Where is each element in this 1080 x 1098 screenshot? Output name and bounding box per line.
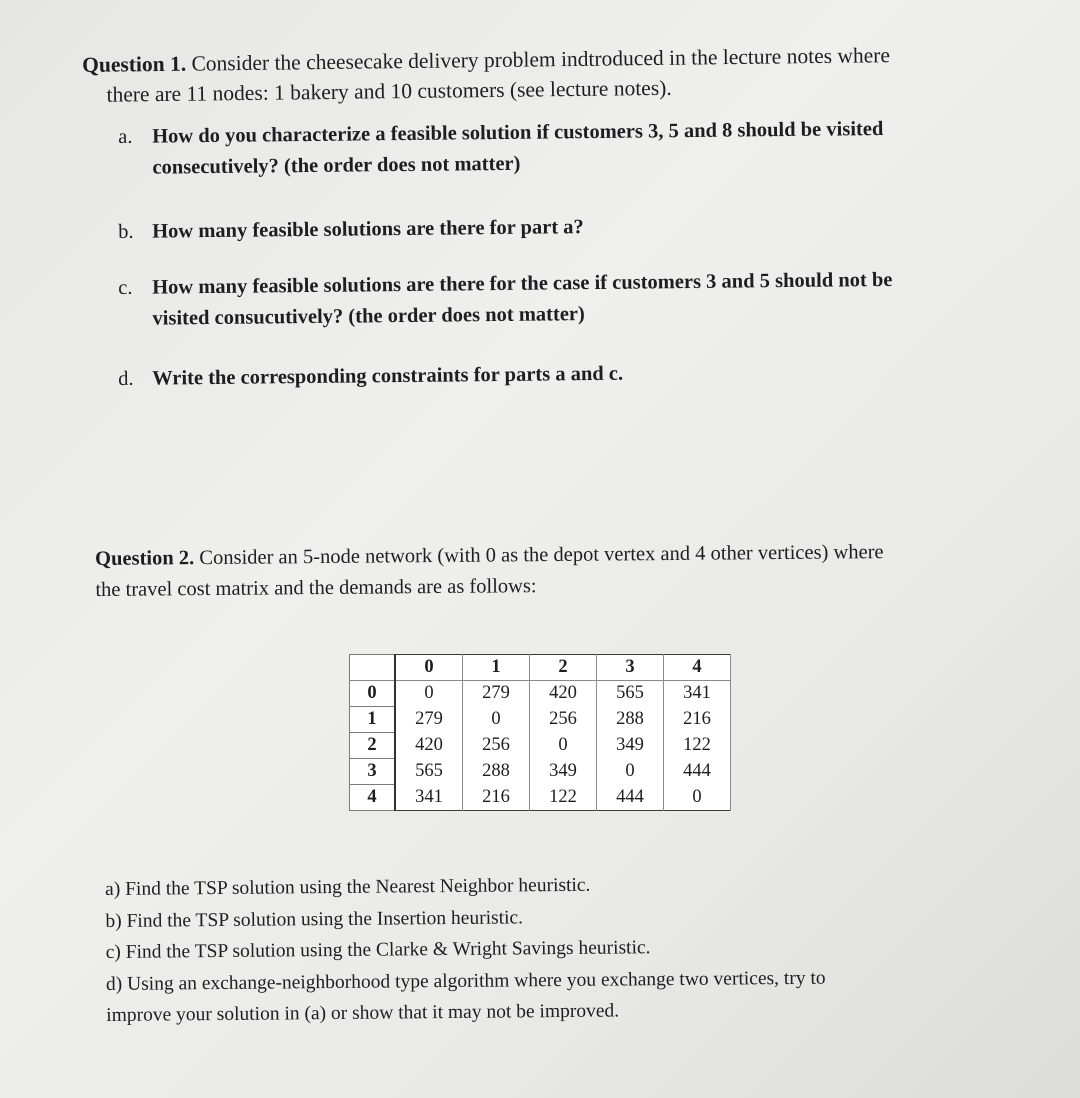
matrix-row xyxy=(350,759,731,785)
part-c-line1: How many feasible solutions are there for the case if customers 3 and 5 should not be xyxy=(152,268,893,299)
matrix-row-header: 0 xyxy=(350,681,396,707)
matrix-row xyxy=(350,785,731,811)
question-2-heading xyxy=(95,536,996,606)
matrix-cell: 288 xyxy=(463,759,530,785)
question-1-text-line2: there are 11 nodes: 1 bakery and 10 customers (see lecture notes). xyxy=(106,75,672,107)
matrix-cell: 341 xyxy=(395,785,463,811)
task-a: a) Find the TSP solution using the Nearest Neighbor heuristic. xyxy=(105,874,591,900)
part-a-line1: How do you characterize a feasible solution if customers 3, 5 and 8 should be visited xyxy=(152,117,884,148)
matrix-row-header: 2 xyxy=(350,733,396,759)
matrix-cell: 0 xyxy=(463,707,530,733)
matrix-cell: 565 xyxy=(395,759,463,785)
task-d xyxy=(106,961,967,1032)
matrix-row xyxy=(350,681,731,707)
matrix-cell: 279 xyxy=(463,681,530,707)
question-1-label: Question 1. xyxy=(82,51,187,77)
part-c-letter: c. xyxy=(118,276,133,299)
matrix-corner-cell xyxy=(350,655,396,681)
matrix-col-header: 0 xyxy=(395,655,463,681)
part-c-line2: visited consucutively? (the order does not matter) xyxy=(152,303,585,330)
part-d-line1: Write the corresponding constraints for parts a and c. xyxy=(152,362,624,390)
matrix-cell: 256 xyxy=(530,707,597,733)
question-1-part-d xyxy=(118,355,998,395)
task-d-line1: d) Using an exchange-neighborhood type algorithm where you exchange two vertices, try to xyxy=(105,967,826,995)
matrix-cell: 122 xyxy=(530,785,597,811)
question-2-text-line1: Consider an 5-node network (with 0 as the depot vertex and 4 other vertices) where xyxy=(199,541,884,570)
task-d-line2: improve your solution in (a) or show that it may not be improved. xyxy=(106,1000,620,1026)
part-a-letter: a. xyxy=(118,125,133,148)
matrix-cell: 0 xyxy=(530,733,597,759)
matrix-cell: 0 xyxy=(664,785,731,811)
matrix-cell: 349 xyxy=(530,759,597,785)
matrix-row-header: 3 xyxy=(350,759,396,785)
question-1-part-a xyxy=(118,113,999,184)
task-b: b) Find the TSP solution using the Insertion heuristic. xyxy=(105,906,524,932)
matrix-row-header: 1 xyxy=(350,707,396,733)
matrix-cell: 216 xyxy=(463,785,530,811)
cost-matrix-table xyxy=(349,654,731,811)
question-2-text-line2: the travel cost matrix and the demands are as follows: xyxy=(95,575,537,601)
matrix-cell: 279 xyxy=(395,707,463,733)
question-1-part-b xyxy=(118,208,998,248)
matrix-col-header: 4 xyxy=(664,655,731,681)
matrix-cell: 122 xyxy=(664,733,731,759)
matrix-header-row xyxy=(350,655,731,681)
matrix-cell: 349 xyxy=(597,733,664,759)
matrix-row xyxy=(350,707,731,733)
matrix-cell: 0 xyxy=(597,759,664,785)
question-2-tasks xyxy=(105,866,966,1031)
question-1-heading xyxy=(82,39,1003,110)
matrix-cell: 444 xyxy=(664,759,731,785)
matrix-cell: 216 xyxy=(664,707,731,733)
part-d-letter: d. xyxy=(118,367,134,390)
matrix-cell: 420 xyxy=(395,733,463,759)
matrix-col-header: 3 xyxy=(597,655,664,681)
matrix-cell: 288 xyxy=(597,707,664,733)
matrix-cell: 256 xyxy=(463,733,530,759)
matrix-cell: 0 xyxy=(395,681,463,707)
matrix-row-header: 4 xyxy=(350,785,396,811)
matrix-cell: 341 xyxy=(664,681,731,707)
matrix-cell: 444 xyxy=(597,785,664,811)
question-1-text-line1: Consider the cheesecake delivery problem indtroduced in the lecture notes where xyxy=(191,43,891,76)
matrix-row xyxy=(350,733,731,759)
part-b-line1: How many feasible solutions are there for part a? xyxy=(152,216,584,243)
task-c: c) Find the TSP solution using the Clarke & Wright Savings heuristic. xyxy=(105,937,651,963)
question-2-label: Question 2. xyxy=(95,547,195,570)
part-b-letter: b. xyxy=(118,220,134,243)
matrix-col-header: 2 xyxy=(530,655,597,681)
part-a-line2: consecutively? (the order does not matter) xyxy=(152,152,521,179)
matrix-cell: 565 xyxy=(597,681,664,707)
matrix-col-header: 1 xyxy=(463,655,530,681)
question-1-part-c xyxy=(118,264,999,335)
matrix-cell: 420 xyxy=(530,681,597,707)
